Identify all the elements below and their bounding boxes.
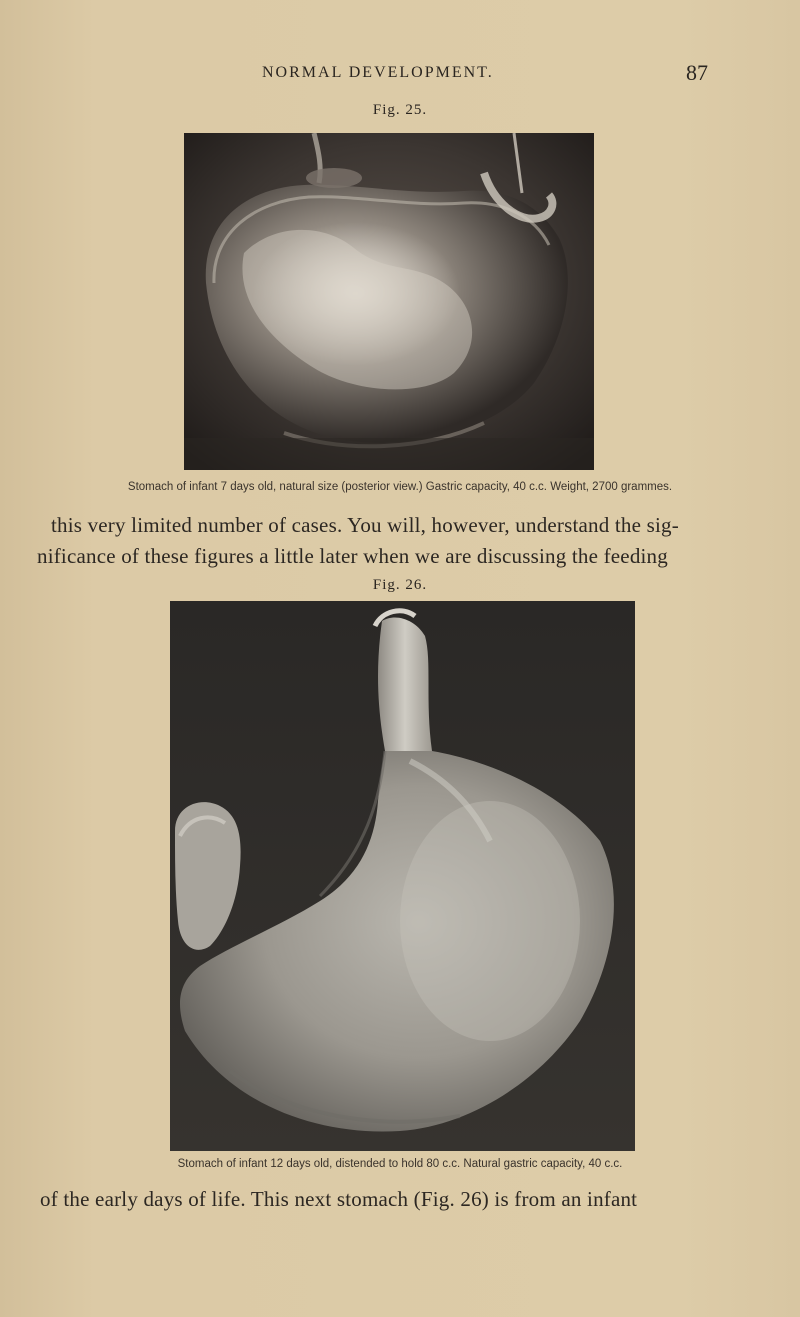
figure-25-photograph (184, 133, 594, 470)
running-title: NORMAL DEVELOPMENT. (262, 64, 494, 81)
page-number: 87 (686, 60, 708, 85)
figure-25-caption: Stomach of infant 7 days old, natural size (posterior view.) Gastric capacity, 40 c.c. Weight, 2700 grammes. (127, 481, 673, 493)
text-line: of the early days of life. This next stomach (Fig. 26) is from an infant (40, 1187, 638, 1211)
stomach-photo-25 (184, 133, 594, 470)
running-head (0, 60, 800, 90)
text-line: this very limited number of cases. You will, however, understand the sig- (51, 513, 679, 537)
stomach-photo-26 (170, 601, 635, 1151)
figure-26-photograph (170, 601, 635, 1151)
paragraph-1 (0, 510, 800, 572)
figure-26-label: Fig. 26. (372, 577, 428, 593)
text-line: nificance of these figures a little later when we are discussing the feeding (37, 544, 668, 568)
paragraph-2 (0, 1184, 800, 1215)
figure-26-caption: Stomach of infant 12 days old, distended to hold 80 c.c. Natural gastric capacity, 40 c.c. (177, 1158, 623, 1170)
figure-25-label: Fig. 25. (372, 102, 428, 118)
